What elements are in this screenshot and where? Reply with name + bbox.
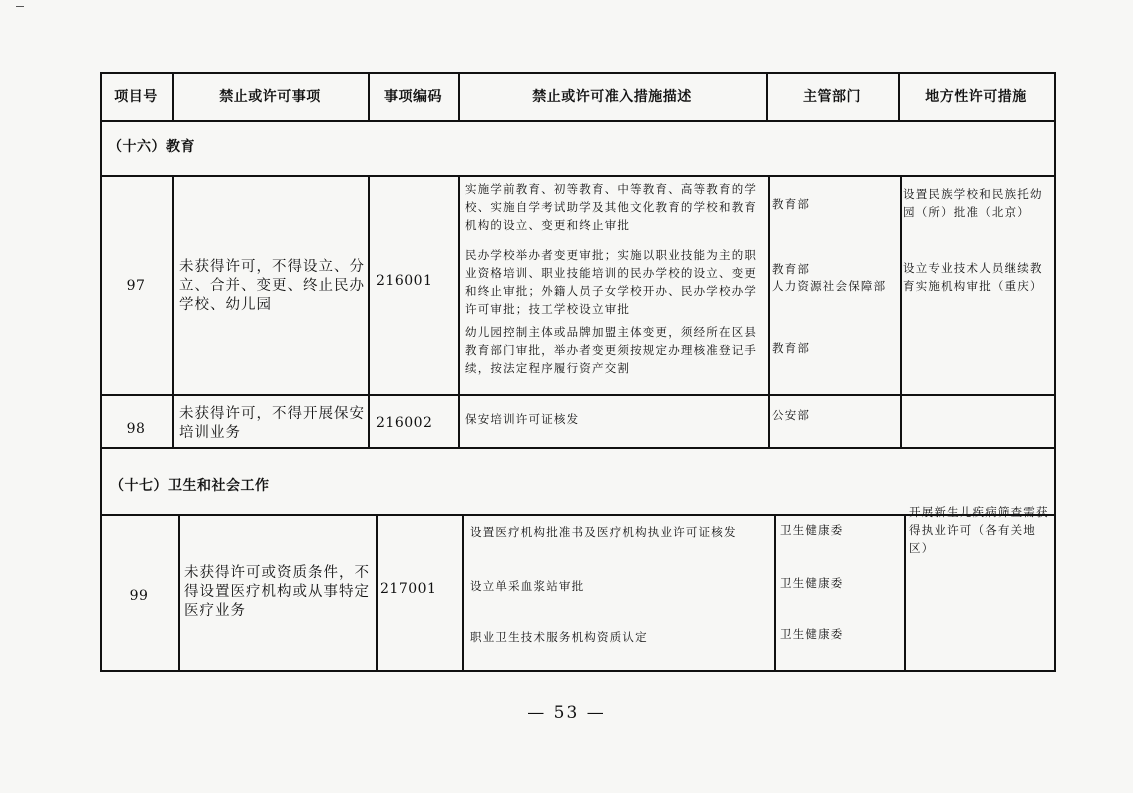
rule-top <box>100 72 1055 74</box>
row-department: 教育部 <box>772 341 811 355</box>
row-measure: 保安培训许可证核发 <box>465 412 580 426</box>
row-measure: 幼儿园控制主体或品牌加盟主体变更，须经所在区县教育部门审批，举办者变更须按规定办理核准登记手续，按法定程序履行资产交割 <box>465 325 758 375</box>
row-code: 217001 <box>380 581 437 597</box>
col1-b <box>178 514 180 671</box>
row-department: 卫生健康委 <box>780 576 844 590</box>
permit-table <box>100 72 1055 672</box>
section-title: （十六）教育 <box>108 139 195 155</box>
col3-b <box>462 514 464 671</box>
row-local-measure: 设立专业技术人员继续教育实施机构审批（重庆） <box>903 261 1043 293</box>
row-department: 卫生健康委 <box>780 627 844 641</box>
header-item: 禁止或许可事项 <box>219 89 321 105</box>
row-department: 教育部 <box>772 197 811 211</box>
row-department: 教育部 <box>772 262 811 276</box>
row-measure: 设立单采血浆站审批 <box>470 579 585 593</box>
col2-b <box>376 514 378 671</box>
header-local: 地方性许可措施 <box>925 89 1027 105</box>
row-measure: 实施学前教育、初等教育、中等教育、高等教育的学校、实施自学考试助学及其他文化教育的学校和教育机构的设立、变更和终止审批 <box>465 182 758 232</box>
col4-b <box>774 514 776 671</box>
row-department: 公安部 <box>772 408 811 422</box>
scan-mark <box>16 6 24 7</box>
col5-b <box>904 514 906 671</box>
row-department: 卫生健康委 <box>780 523 844 537</box>
page-number: — 53 — <box>527 703 606 723</box>
col3-a <box>458 175 460 448</box>
row-code: 216002 <box>376 415 433 431</box>
row-item: 未获得许可，不得设立、分立、合并、变更、终止民办学校、幼儿园 <box>179 259 365 313</box>
header-measure: 禁止或许可准入措施描述 <box>532 89 692 105</box>
row-number: 98 <box>126 421 146 437</box>
col1-a <box>172 175 174 448</box>
rule-header <box>100 120 1055 122</box>
row-measure: 职业卫生技术服务机构资质认定 <box>470 630 648 644</box>
rule-left <box>100 72 102 672</box>
rule-row-98 <box>100 447 1055 449</box>
row-local-measure: 开展新生儿疾病筛查需获得执业许可（各有关地区） <box>909 505 1049 555</box>
row-local-measure: 设置民族学校和民族托幼园（所）批准（北京） <box>903 187 1043 219</box>
rule-bottom <box>100 670 1055 672</box>
row-item: 未获得许可，不得开展保安培训业务 <box>179 406 365 441</box>
rule-right <box>1054 72 1056 672</box>
header-code: 事项编码 <box>384 89 442 105</box>
row-code: 216001 <box>376 273 433 289</box>
row-measure: 民办学校举办者变更审批；实施以职业技能为主的职业资格培训、职业技能培训的民办学校的设立、变更和终止审批；外籍人员子女学校开办、民办学校办学许可审批；技工学校设立审批 <box>465 248 758 316</box>
rule-section-16 <box>100 175 1055 177</box>
row-measure: 设置医疗机构批准书及医疗机构执业许可证核发 <box>470 525 737 539</box>
row-number: 97 <box>126 278 146 294</box>
header-dept: 主管部门 <box>803 89 861 105</box>
col2-a <box>368 175 370 448</box>
row-number: 99 <box>129 588 149 604</box>
section-title: （十七）卫生和社会工作 <box>110 478 270 494</box>
row-department: 人力资源社会保障部 <box>772 279 887 293</box>
col5-a <box>900 175 902 448</box>
row-item: 未获得许可或资质条件，不得设置医疗机构或从事特定医疗业务 <box>184 565 370 619</box>
header-no: 项目号 <box>114 89 158 105</box>
col4-a <box>768 175 770 448</box>
rule-row-97 <box>100 394 1055 396</box>
